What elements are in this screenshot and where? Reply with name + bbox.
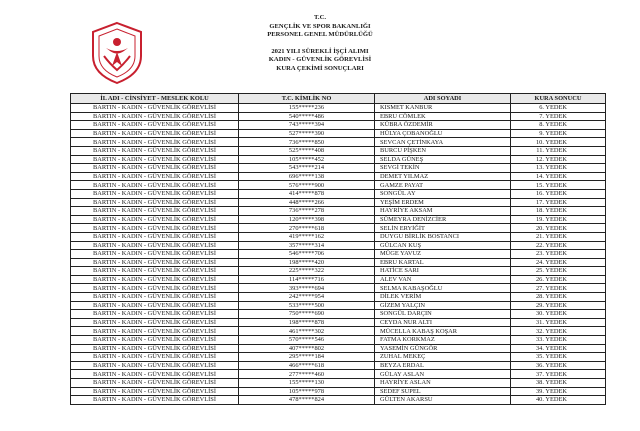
table-row [71, 207, 606, 216]
header-ministry: GENÇLİK VE SPOR BAKANLIĞI [269, 22, 371, 30]
id-number-cell: 543*****214 [239, 164, 375, 173]
province-cell: BARTIN - KADIN - GÜVENLİK GÖREVLİSİ [71, 138, 239, 147]
table-row [71, 275, 606, 284]
table-row [71, 129, 606, 138]
table-row [71, 241, 606, 250]
id-number-cell: 546*****706 [239, 250, 375, 259]
table-row [71, 164, 606, 173]
id-number-cell: 277*****460 [239, 370, 375, 379]
table-row [71, 353, 606, 362]
province-cell: BARTIN - KADIN - GÜVENLİK GÖREVLİSİ [71, 155, 239, 164]
table-row [71, 112, 606, 121]
province-cell: BARTIN - KADIN - GÜVENLİK GÖREVLİSİ [71, 336, 239, 345]
province-cell: BARTIN - KADIN - GÜVENLİK GÖREVLİSİ [71, 301, 239, 310]
name-cell: SÜMEYRA DENİZCİER [375, 215, 511, 224]
result-cell: 12. YEDEK [511, 155, 606, 164]
id-number-cell: 414*****878 [239, 189, 375, 198]
id-number-cell: 466*****618 [239, 361, 375, 370]
table-row [71, 293, 606, 302]
name-cell: SEVGİ TEKİN [375, 164, 511, 173]
lottery-results-table [70, 93, 606, 405]
result-cell: 39. YEDEK [511, 387, 606, 396]
name-cell: KÜBRA ÖZDEMİR [375, 121, 511, 130]
name-cell: CEYDA NUR ALTI [375, 318, 511, 327]
province-cell: BARTIN - KADIN - GÜVENLİK GÖREVLİSİ [71, 129, 239, 138]
result-cell: 16. YEDEK [511, 189, 606, 198]
table-row [71, 138, 606, 147]
id-number-cell: 407*****802 [239, 344, 375, 353]
result-cell: 35. YEDEK [511, 353, 606, 362]
name-cell: HATİCE SARI [375, 267, 511, 276]
id-number-cell: 155*****130 [239, 379, 375, 388]
name-cell: EBRU CÖMLEK [375, 112, 511, 121]
province-cell: BARTIN - KADIN - GÜVENLİK GÖREVLİSİ [71, 207, 239, 216]
province-cell: BARTIN - KADIN - GÜVENLİK GÖREVLİSİ [71, 267, 239, 276]
table-row [71, 146, 606, 155]
table-row [71, 284, 606, 293]
name-cell: SELMA KABAŞOĞLU [375, 284, 511, 293]
header-results-title: KURA ÇEKİMİ SONUÇLARI [276, 64, 364, 72]
province-cell: BARTIN - KADIN - GÜVENLİK GÖREVLİSİ [71, 310, 239, 319]
province-cell: BARTIN - KADIN - GÜVENLİK GÖREVLİSİ [71, 181, 239, 190]
header-directorate: PERSONEL GENEL MÜDÜRLÜĞÜ [267, 31, 373, 39]
result-cell: 36. YEDEK [511, 361, 606, 370]
result-cell: 38. YEDEK [511, 379, 606, 388]
id-number-cell: 478*****824 [239, 396, 375, 405]
result-cell: 7. YEDEK [511, 112, 606, 121]
name-cell: SEVCAN ÇETİNKAYA [375, 138, 511, 147]
province-cell: BARTIN - KADIN - GÜVENLİK GÖREVLİSİ [71, 224, 239, 233]
table-row [71, 232, 606, 241]
name-cell: GİZEM YALÇIN [375, 301, 511, 310]
result-cell: 22. YEDEK [511, 241, 606, 250]
table-row [71, 198, 606, 207]
id-number-cell: 295*****184 [239, 353, 375, 362]
name-cell: KISMET KANBUR [375, 104, 511, 113]
name-cell: MÜCELLA KABAŞ KOŞAR [375, 327, 511, 336]
province-cell: BARTIN - KADIN - GÜVENLİK GÖREVLİSİ [71, 293, 239, 302]
result-cell: 24. YEDEK [511, 258, 606, 267]
id-number-cell: 105*****978 [239, 387, 375, 396]
result-cell: 28. YEDEK [511, 293, 606, 302]
result-cell: 29. YEDEK [511, 301, 606, 310]
table-row [71, 172, 606, 181]
province-cell: BARTIN - KADIN - GÜVENLİK GÖREVLİSİ [71, 104, 239, 113]
result-cell: 15. YEDEK [511, 181, 606, 190]
column-header-result: KURA SONUCU [511, 94, 606, 104]
table-row [71, 267, 606, 276]
name-cell: SEDEF SUPEL [375, 387, 511, 396]
province-cell: BARTIN - KADIN - GÜVENLİK GÖREVLİSİ [71, 241, 239, 250]
province-cell: BARTIN - KADIN - GÜVENLİK GÖREVLİSİ [71, 361, 239, 370]
name-cell: GÜLTEN AKARSU [375, 396, 511, 405]
table-row [71, 189, 606, 198]
result-cell: 19. YEDEK [511, 215, 606, 224]
table-row [71, 155, 606, 164]
province-cell: BARTIN - KADIN - GÜVENLİK GÖREVLİSİ [71, 121, 239, 130]
province-cell: BARTIN - KADIN - GÜVENLİK GÖREVLİSİ [71, 353, 239, 362]
table-row [71, 318, 606, 327]
table-row [71, 396, 606, 405]
province-cell: BARTIN - KADIN - GÜVENLİK GÖREVLİSİ [71, 396, 239, 405]
name-cell: GAMZE PAYAT [375, 181, 511, 190]
province-cell: BARTIN - KADIN - GÜVENLİK GÖREVLİSİ [71, 198, 239, 207]
id-number-cell: 525*****408 [239, 146, 375, 155]
id-number-cell: 736*****850 [239, 138, 375, 147]
province-cell: BARTIN - KADIN - GÜVENLİK GÖREVLİSİ [71, 258, 239, 267]
table-row [71, 336, 606, 345]
header-recruitment: 2021 YILI SÜREKLİ İŞÇİ ALIMI [271, 47, 369, 55]
province-cell: BARTIN - KADIN - GÜVENLİK GÖREVLİSİ [71, 387, 239, 396]
province-cell: BARTIN - KADIN - GÜVENLİK GÖREVLİSİ [71, 189, 239, 198]
id-number-cell: 736*****278 [239, 207, 375, 216]
table-row [71, 215, 606, 224]
result-cell: 6. YEDEK [511, 104, 606, 113]
result-cell: 9. YEDEK [511, 129, 606, 138]
table-row [71, 301, 606, 310]
result-cell: 26. YEDEK [511, 275, 606, 284]
id-number-cell: 743*****394 [239, 121, 375, 130]
result-cell: 32. YEDEK [511, 327, 606, 336]
name-cell: GÜLCAN KUŞ [375, 241, 511, 250]
id-number-cell: 155*****236 [239, 104, 375, 113]
result-cell: 17. YEDEK [511, 198, 606, 207]
id-number-cell: 393*****694 [239, 284, 375, 293]
id-number-cell: 696*****138 [239, 172, 375, 181]
column-header-province: İL ADI - CİNSİYET - MESLEK KOLU [71, 94, 239, 104]
name-cell: BURCU PİŞKEN [375, 146, 511, 155]
name-cell: DEMET YILMAZ [375, 172, 511, 181]
province-cell: BARTIN - KADIN - GÜVENLİK GÖREVLİSİ [71, 232, 239, 241]
table-row [71, 250, 606, 259]
table-row [71, 181, 606, 190]
province-cell: BARTIN - KADIN - GÜVENLİK GÖREVLİSİ [71, 327, 239, 336]
column-header-id-number: T.C. KİMLİK NO [239, 94, 375, 104]
result-cell: 18. YEDEK [511, 207, 606, 216]
result-cell: 21. YEDEK [511, 232, 606, 241]
table-row [71, 258, 606, 267]
result-cell: 33. YEDEK [511, 336, 606, 345]
name-cell: EBRU KARTAL [375, 258, 511, 267]
result-cell: 25. YEDEK [511, 267, 606, 276]
table-row [71, 104, 606, 113]
result-cell: 40. YEDEK [511, 396, 606, 405]
province-cell: BARTIN - KADIN - GÜVENLİK GÖREVLİSİ [71, 379, 239, 388]
id-number-cell: 198*****420 [239, 258, 375, 267]
name-cell: YEŞİM ERDEM [375, 198, 511, 207]
province-cell: BARTIN - KADIN - GÜVENLİK GÖREVLİSİ [71, 344, 239, 353]
result-cell: 10. YEDEK [511, 138, 606, 147]
name-cell: ALEV VAN [375, 275, 511, 284]
name-cell: SONGÜL AY [375, 189, 511, 198]
result-cell: 23. YEDEK [511, 250, 606, 259]
name-cell: SONGÜL DARÇIN [375, 310, 511, 319]
province-cell: BARTIN - KADIN - GÜVENLİK GÖREVLİSİ [71, 250, 239, 259]
id-number-cell: 461*****302 [239, 327, 375, 336]
table-row [71, 310, 606, 319]
table-body [71, 104, 606, 405]
province-cell: BARTIN - KADIN - GÜVENLİK GÖREVLİSİ [71, 164, 239, 173]
id-number-cell: 225*****322 [239, 267, 375, 276]
name-cell: DİLEK VERİM [375, 293, 511, 302]
result-cell: 34. YEDEK [511, 344, 606, 353]
name-cell: GÜLAY ASLAN [375, 370, 511, 379]
header-line-tc: T.C. [314, 14, 326, 21]
id-number-cell: 270*****618 [239, 224, 375, 233]
province-cell: BARTIN - KADIN - GÜVENLİK GÖREVLİSİ [71, 318, 239, 327]
province-cell: BARTIN - KADIN - GÜVENLİK GÖREVLİSİ [71, 284, 239, 293]
id-number-cell: 533*****500 [239, 301, 375, 310]
table-row [71, 121, 606, 130]
id-number-cell: 105*****452 [239, 155, 375, 164]
id-number-cell: 419*****162 [239, 232, 375, 241]
result-cell: 31. YEDEK [511, 318, 606, 327]
result-cell: 11. YEDEK [511, 146, 606, 155]
result-cell: 27. YEDEK [511, 284, 606, 293]
name-cell: MÜGE YAVUZ [375, 250, 511, 259]
id-number-cell: 198*****878 [239, 318, 375, 327]
name-cell: DUYGU BİRLİK BOSTANCI [375, 232, 511, 241]
name-cell: BEYZA ERDAL [375, 361, 511, 370]
document-header [0, 14, 640, 74]
id-number-cell: 357*****314 [239, 241, 375, 250]
result-cell: 30. YEDEK [511, 310, 606, 319]
id-number-cell: 750*****690 [239, 310, 375, 319]
province-cell: BARTIN - KADIN - GÜVENLİK GÖREVLİSİ [71, 370, 239, 379]
province-cell: BARTIN - KADIN - GÜVENLİK GÖREVLİSİ [71, 172, 239, 181]
name-cell: FATMA KORKMAZ [375, 336, 511, 345]
province-cell: BARTIN - KADIN - GÜVENLİK GÖREVLİSİ [71, 215, 239, 224]
result-cell: 37. YEDEK [511, 370, 606, 379]
id-number-cell: 540*****486 [239, 112, 375, 121]
name-cell: YASEMİN GÜNGÖR [375, 344, 511, 353]
name-cell: HAYRİYE AKSAM [375, 207, 511, 216]
result-cell: 14. YEDEK [511, 172, 606, 181]
name-cell: ZUHAL MEKEÇ [375, 353, 511, 362]
id-number-cell: 448*****266 [239, 198, 375, 207]
id-number-cell: 114*****716 [239, 275, 375, 284]
table-row [71, 361, 606, 370]
name-cell: SELİN ERYİĞİT [375, 224, 511, 233]
table-header-row [71, 94, 606, 104]
name-cell: HAYRİYE ASLAN [375, 379, 511, 388]
id-number-cell: 242*****954 [239, 293, 375, 302]
name-cell: SELDA GÜNEŞ [375, 155, 511, 164]
province-cell: BARTIN - KADIN - GÜVENLİK GÖREVLİSİ [71, 146, 239, 155]
table-row [71, 370, 606, 379]
table-row [71, 387, 606, 396]
header-position: KADIN - GÜVENLİK GÖREVLİSİ [268, 56, 372, 64]
result-cell: 8. YEDEK [511, 121, 606, 130]
column-header-name: ADI SOYADI [375, 94, 511, 104]
table-row [71, 327, 606, 336]
result-cell: 20. YEDEK [511, 224, 606, 233]
province-cell: BARTIN - KADIN - GÜVENLİK GÖREVLİSİ [71, 112, 239, 121]
province-cell: BARTIN - KADIN - GÜVENLİK GÖREVLİSİ [71, 275, 239, 284]
id-number-cell: 120*****398 [239, 215, 375, 224]
table-row [71, 379, 606, 388]
name-cell: HÜLYA ÇOBANOĞLU [375, 129, 511, 138]
id-number-cell: 527*****390 [239, 129, 375, 138]
table-row [71, 224, 606, 233]
id-number-cell: 576*****900 [239, 181, 375, 190]
table-row [71, 344, 606, 353]
id-number-cell: 570*****546 [239, 336, 375, 345]
result-cell: 13. YEDEK [511, 164, 606, 173]
